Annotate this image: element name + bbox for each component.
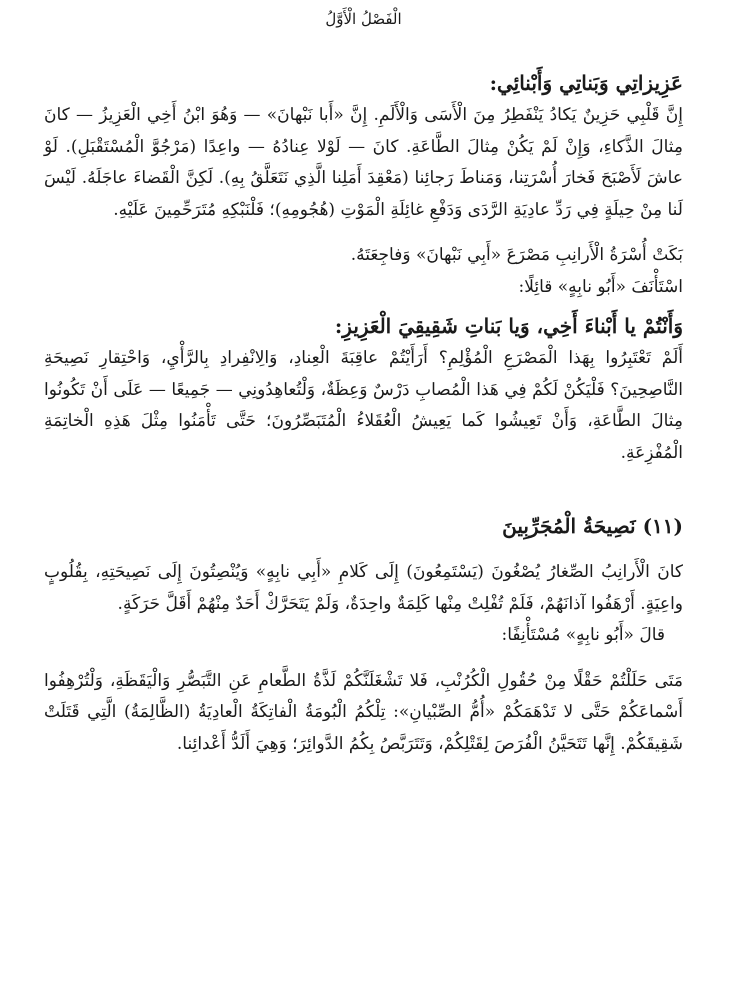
section-heading-nephews: وَأَنْتُمْ يا أَبْناءَ أَخِي، وَيا بَناتِ شَقِيقِيَ الْعَزِيزِ: <box>334 314 683 338</box>
paragraph-young-rabbits: كانَ الْأَرانِبُ الصِّغارُ يُصْغُونَ (يَسْتَمِعُونَ) إِلَى كَلامِ «أَبِي نابِهٍ» وَيُنْصِتُونَ إِلَى نَصِيحَتِهِ، بِقُلُوبٍ واعِيَةٍ. أَرْهَفُوا آذانَهُمْ، فَلَمْ تُفْلِتْ مِنْها كَلِمَةٌ واحِدَةٌ، وَلَمْ يَتَحَرَّكْ أَحَدٌ مِنْهُمْ أَقَلَّ حَرَكَةٍ. <box>44 562 683 614</box>
line-family-wept: بَكَتْ أُسْرَةُ الْأَرانِبِ مَصْرَعَ «أَبِي نَبْهانَ» وَفاجِعَتَهُ. <box>350 245 683 265</box>
section-heading-address: عَزِيزاتِي وَبَناتِي وَأَبْنائِي: <box>489 71 683 95</box>
paragraph-lament: إِنَّ قَلْبِي حَزِينٌ يَكادُ يَنْفَطِرُ مِنَ الْأَسَى وَالْأَلَمِ. إِنَّ «أَبا نَبْهانَ» — وَهُوَ ابْنُ أَخِي الْعَزِيزُ — كانَ مِثالَ الذَّكاءِ، وَإِنْ لَمْ يَكُنْ مِثالَ الطَّاعَةِ. كانَ — لَوْلا عِنادُهُ — واعِدًا (مَرْجُوَّ الْمُسْتَقْبَلِ). لَوْ عاشَ لَأَصْبَحَ فَخارَ أُسْرَتِنا، وَمَناطَ رَجائِنا (مَعْقِدَ أَمَلِنا الَّذِي نَتَعَلَّقُ بِهِ). لَكِنَّ الْقَضاءَ عاجَلَهُ. لَيْسَ لَنا مِنْ حِيلَةٍ فِي رَدِّ عادِيَةِ الرَّدَى وَدَفْعِ غائِلَةِ الْمَوْتِ (هُجُومِهِ)؛ فَلْنَبْكِهِ مُتَرَحِّمِينَ عَلَيْهِ. <box>44 105 683 220</box>
chapter-title: (١١) نَصِيحَةُ الْمُجَرِّبِينَ <box>502 514 683 538</box>
line-continued-speech: قالَ «أَبُو نابِهٍ» مُسْتَأْنِفًا: <box>501 625 665 645</box>
paragraph-cabbage-field-warning: مَتَى حَلَلْتُمْ حَقْلًا مِنْ حُقُولِ الْكُرُنْبِ، فَلا تَشْغَلَنَّكُمْ لَذَّةُ الطَّعامِ عَنِ التَّبَصُّرِ وَالْيَقَظَةِ، وَلْتُرْهِفُوا أَسْماعَكُمْ حَتَّى لا تَدْهَمَكُمْ «أُمُّ الصِّبْيانِ»: تِلْكُمُ الْبُومَةُ الْفاتِكَةُ الْعادِيَةُ (الظَّالِمَةُ) الَّتِي قَتَلَتْ شَقِيقَكُمْ. إِنَّها تَتَحَيَّنُ الْفُرَصَ لِقَتْلِكُمْ، وَتَتَرَبَّصُ بِكُمُ الدَّوائِرَ؛ وَهِيَ أَلَدُّ أَعْدائِنا. <box>44 670 683 754</box>
paragraph-lesson: أَلَمْ تَعْتَبِرُوا بِهَذا الْمَصْرَعِ الْمُؤْلِمِ؟ أَرَأَيْتُمْ عاقِبَةَ الْعِنادِ، وَالِانْفِرادِ بِالرَّأْيِ، وَاحْتِقارِ نَصِيحَةِ النَّاصِحِينَ؟ فَلْيَكُنْ لَكُمْ فِي هَذا الْمُصابِ دَرْسٌ وَعِظَةٌ، وَلْتُعاهِدُونِي — جَمِيعًا — عَلَى أَنْ تَكُونُوا مِثالَ الطَّاعَةِ، وَأَنْ تَعِيشُوا كَما يَعِيشُ الْعُقَلاءُ الْمُتَبَصِّرُونَ؛ حَتَّى تَأْمَنُوا مِثْلَ هَذِهِ الْخاتِمَةِ الْمُفْزِعَةِ. <box>44 348 683 463</box>
running-head: الْفَصْلُ الْأَوَّلُ <box>325 10 402 28</box>
line-abu-nabih-resumed: اسْتَأْنَفَ «أَبُو نابِهٍ» قائِلًا: <box>518 276 683 297</box>
